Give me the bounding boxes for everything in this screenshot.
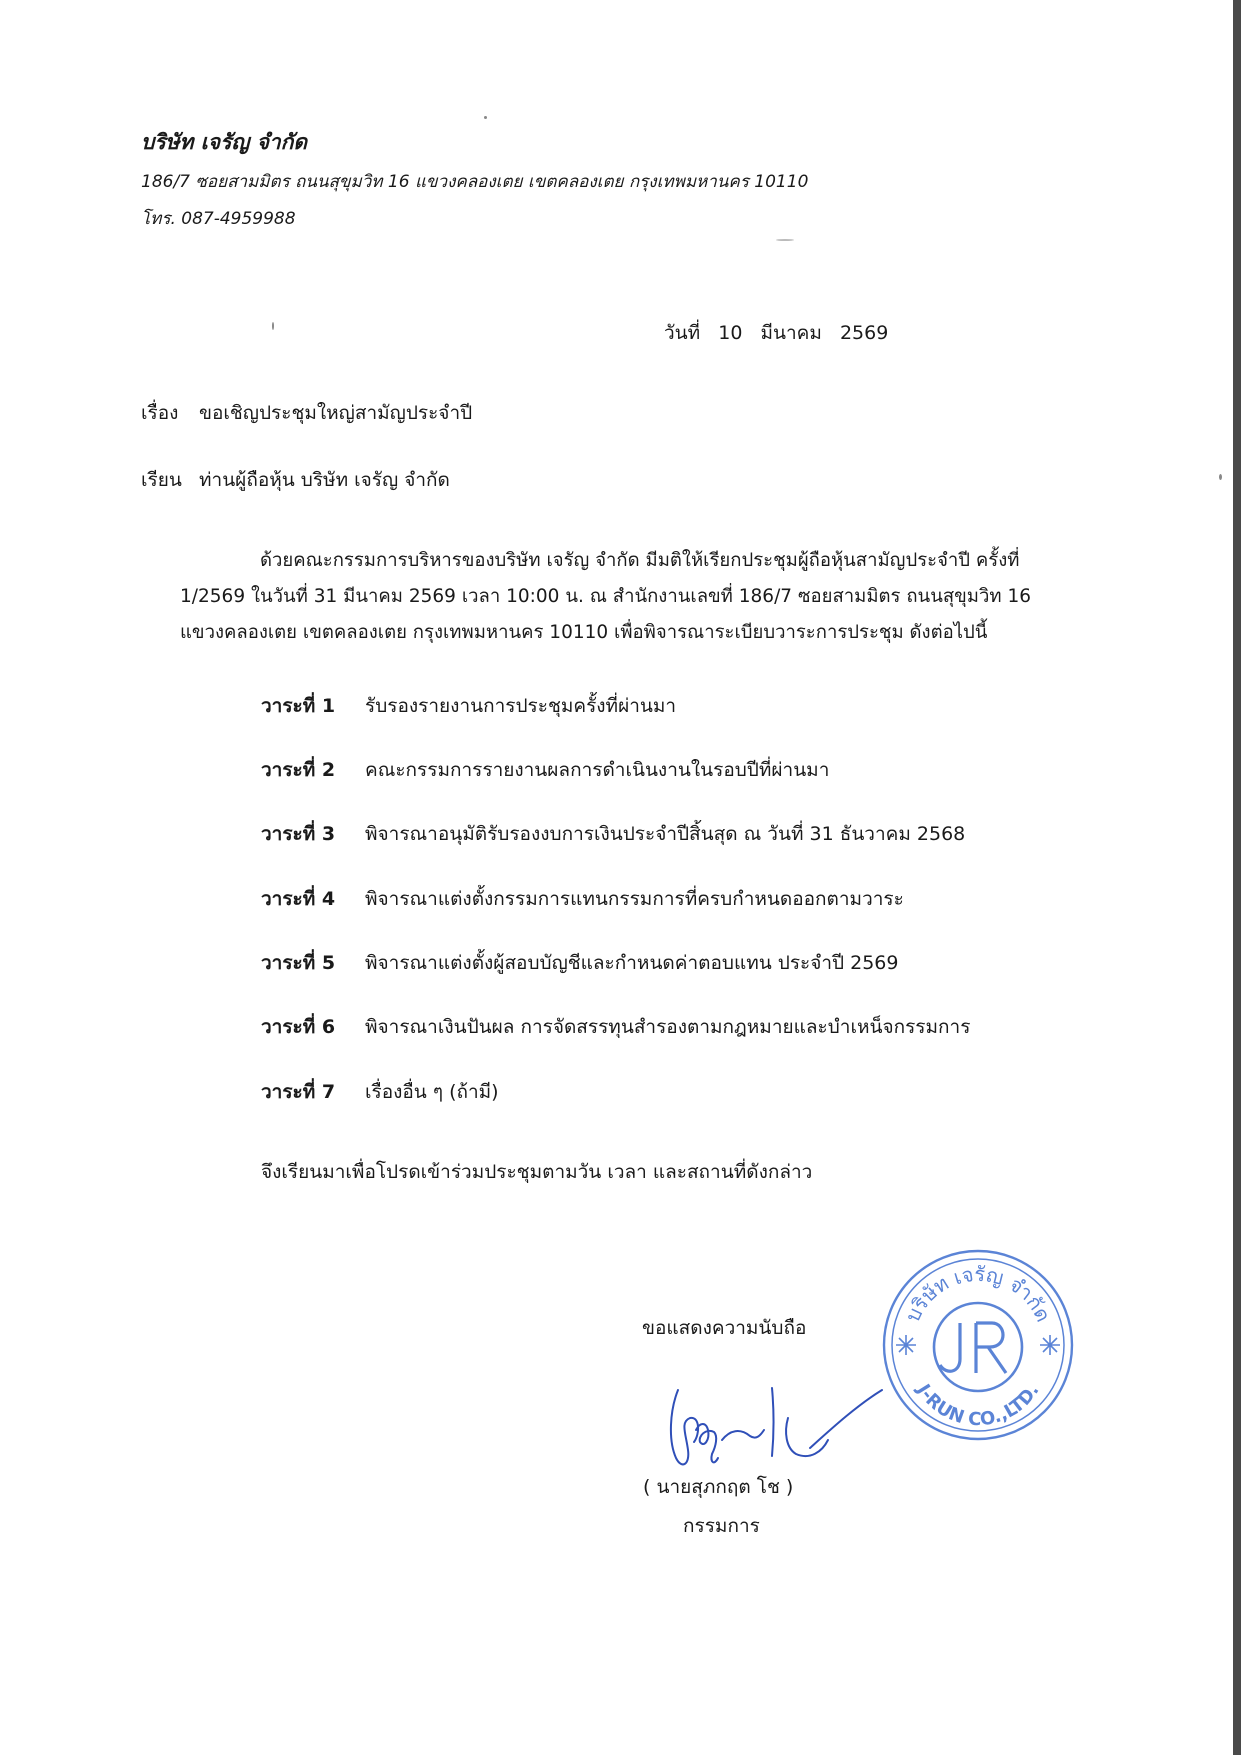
company-seal [876, 1243, 1080, 1447]
scan-speck [776, 239, 794, 241]
date-month: มีนาคม [760, 322, 822, 344]
scan-speck [1219, 474, 1222, 480]
agenda-item [261, 884, 904, 914]
date-label: วันที่ [664, 322, 701, 344]
seal-text-top: บริษัท เจรัญ จำกัด [900, 1261, 1056, 1326]
agenda-item [261, 1012, 970, 1042]
company-address: 186/7 ซอยสามมิตร ถนนสุขุมวิท 16 แขวงคลองเตย เขตคลองเตย กรุงเทพมหานคร 10110 [141, 172, 809, 192]
agenda-item [261, 948, 898, 978]
signatory-name: ( นายสุภกฤต โช ) [643, 1476, 794, 1498]
agenda-number: วาระที่ 6 [261, 1016, 336, 1038]
agenda-number: วาระที่ 1 [261, 695, 336, 717]
subject-label: เรื่อง [141, 402, 179, 424]
scan-speck [272, 322, 274, 330]
company-phone: โทร. 087-4959988 [141, 209, 296, 229]
recipient-line [141, 465, 450, 495]
agenda-item [261, 1077, 499, 1107]
agenda-number: วาระที่ 3 [261, 823, 336, 845]
agenda-item [261, 691, 676, 721]
seal-text-bottom: J-RUN CO.,LTD. [912, 1380, 1044, 1431]
regards-text: ขอแสดงความนับถือ [642, 1317, 807, 1339]
agenda-number: วาระที่ 7 [261, 1081, 336, 1103]
closing-sentence: จึงเรียนมาเพื่อโปรดเข้าร่วมประชุมตามวัน เวลา และสถานที่ดังกล่าว [261, 1161, 813, 1183]
agenda-text: พิจารณาแต่งตั้งผู้สอบบัญชีและกำหนดค่าตอบแทน ประจำปี 2569 [365, 952, 899, 974]
agenda-item [261, 755, 829, 785]
date-day: 10 [718, 322, 743, 344]
recipient-text: ท่านผู้ถือหุ้น บริษัท เจรัญ จำกัด [199, 469, 450, 491]
recipient-label: เรียน [141, 469, 182, 491]
paragraph-line: แขวงคลองเตย เขตคลองเตย กรุงเทพมหานคร 10110 เพื่อพิจารณาระเบียบวาระการประชุม ดังต่อไปนี้ [180, 622, 988, 643]
paragraph-line: ด้วยคณะกรรมการบริหารของบริษัท เจรัญ จำกัด มีมติให้เรียกประชุมผู้ถือหุ้นสามัญประจำปี ครั้งที่ [260, 550, 1020, 571]
signatory-title: กรรมการ [683, 1515, 760, 1537]
svg-text:บริษัท เจรัญ จำกัด [900, 1262, 1056, 1326]
agenda-text: พิจารณาเงินปันผล การจัดสรรทุนสำรองตามกฎหมายและบำเหน็จกรรมการ [365, 1016, 971, 1038]
paragraph-line: 1/2569 ในวันที่ 31 มีนาคม 2569 เวลา 10:00 น. ณ สำนักงานเลขที่ 186/7 ซอยสามมิตร ถนนสุขุมวิท 16 [180, 586, 1031, 607]
agenda-text: คณะกรรมการรายงานผลการดำเนินงานในรอบปีที่ผ่านมา [365, 759, 830, 781]
letter-date [664, 318, 900, 348]
agenda-number: วาระที่ 2 [261, 759, 336, 781]
scan-right-edge [1233, 0, 1241, 1755]
subject-text: ขอเชิญประชุมใหญ่สามัญประจำปี [199, 402, 473, 424]
agenda-text: รับรองรายงานการประชุมครั้งที่ผ่านมา [365, 695, 677, 717]
subject-line [141, 398, 472, 428]
agenda-number: วาระที่ 4 [261, 888, 336, 910]
agenda-text: พิจารณาแต่งตั้งกรรมการแทนกรรมการที่ครบกำหนดออกตามวาระ [365, 888, 904, 910]
agenda-text: พิจารณาอนุมัติรับรองงบการเงินประจำปีสิ้นสุด ณ วันที่ 31 ธันวาคม 2568 [365, 823, 966, 845]
company-name: บริษัท เจรัญ จำกัด [141, 130, 308, 154]
svg-text:J-RUN CO.,LTD. [911, 1379, 1043, 1430]
agenda-text: เรื่องอื่น ๆ (ถ้ามี) [365, 1081, 499, 1103]
agenda-number: วาระที่ 5 [261, 952, 336, 974]
body-paragraph [180, 543, 1126, 651]
date-year: 2569 [839, 322, 889, 344]
scan-speck [484, 116, 487, 119]
agenda-item [261, 819, 965, 849]
